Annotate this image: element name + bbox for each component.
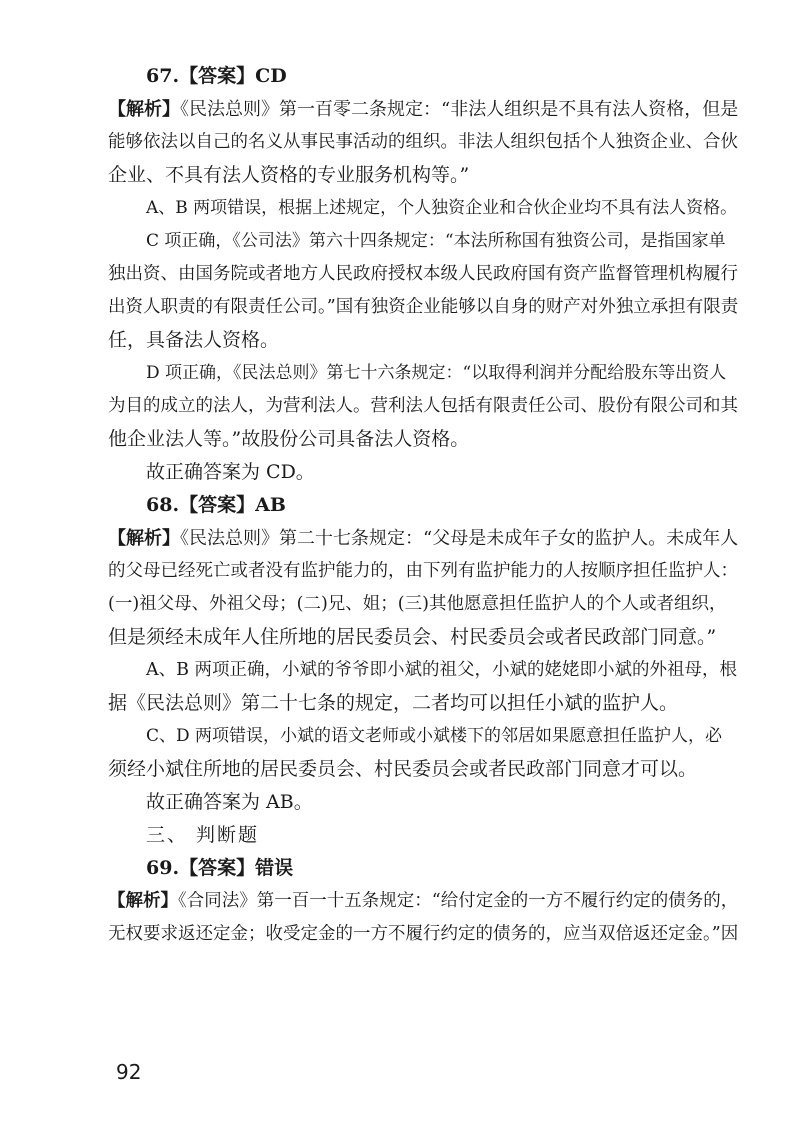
q69-analysis-line: 【解析】《合同法》第一百一十五条规定：“给付定金的一方不履行约定的债务的， — [108, 891, 739, 911]
page-number: 92 — [116, 1060, 142, 1084]
q69-answer-value: 错误 — [255, 857, 294, 879]
q68-analysis-label: 【解析】 — [108, 528, 180, 549]
q67-text-line: C 项正确，《公司法》第六十四条规定：“本法所称国有独资公司，是指国家单 — [146, 231, 726, 251]
section-heading: 三、 判断题 — [146, 824, 260, 846]
q67-number: 67. — [146, 65, 180, 87]
q69-number: 69. — [146, 857, 180, 879]
q67-text-line: 出资人职责的有限责任公司。”国有独资企业能够以自身的财产对外独立承担有限责 — [108, 297, 739, 317]
q69-answer-heading — [108, 852, 738, 885]
q69-analysis-label: 【解析】 — [108, 891, 178, 911]
q67-text-line: 企业、不具有法人资格的专业服务机构等。” — [108, 164, 470, 186]
q68-text-line: (一)祖父母、外祖父母；(二)兄、姐；(三)其他愿意担任监护人的个人或者组织， — [108, 594, 727, 614]
q67-conclusion: 故正确答案为 CD。 — [146, 461, 315, 483]
q67-text-line: 能够依法以自己的名义从事民事活动的组织。非法人组织包括个人独资企业、合伙 — [108, 132, 738, 152]
q69-answer-label: 【答案】 — [179, 857, 256, 879]
q68-text-line: 须经小斌住所地的居民委员会、村民委员会或者民政部门同意才可以。 — [108, 758, 698, 780]
q68-answer-value: AB — [255, 494, 286, 516]
q67-analysis-label: 【解析】 — [108, 99, 180, 120]
q67-text-line: 任，具备法人资格。 — [108, 329, 280, 351]
q68-number: 68. — [146, 494, 180, 516]
q69-text-line: 无权要求返还定金；收受定金的一方不履行约定的债务的，应当双倍返还定金。”因 — [108, 924, 739, 944]
q67-answer-value: CD — [255, 65, 287, 87]
q67-text-line: 独出资、由国务院或者地方人民政府授权本级人民政府国有资产监督管理机构履行 — [108, 264, 738, 284]
q67-text-line: 为目的成立的法人，为营利法人。营利法人包括有限责任公司、股份有限公司和其 — [108, 396, 738, 416]
q67-analysis-line: 【解析】《民法总则》第一百零二条规定：“非法人组织是不具有法人资格，但是 — [108, 99, 739, 120]
q68-text-line: 的父母已经死亡或者没有监护能力的，由下列有监护能力的人按顺序担任监护人： — [108, 561, 738, 581]
q67-answer-label: 【答案】 — [179, 65, 256, 87]
q68-conclusion: 故正确答案为 AB。 — [146, 791, 313, 813]
q68-text-line: C、D 两项错误，小斌的语文老师或小斌楼下的邻居如果愿意担任监护人，必 — [146, 726, 723, 746]
q68-text-line: 据《民法总则》第二十七条的规定，二者均可以担任小斌的监护人。 — [108, 692, 679, 714]
page-content — [108, 60, 738, 951]
q67-text-line: A、B 两项错误，根据上述规定，个人独资企业和合伙企业均不具有法人资格。 — [146, 198, 738, 218]
q68-answer-label: 【答案】 — [179, 494, 256, 516]
q67-text-line: 他企业法人等。”故股份公司具备法人资格。 — [108, 428, 470, 450]
q68-text-line: A、B 两项正确，小斌的爷爷即小斌的祖父，小斌的姥姥即小斌的外祖母，根 — [146, 660, 738, 680]
q68-text-line: 但是须经未成年人住所地的居民委员会、村民委员会或者民政部门同意。” — [108, 626, 717, 648]
q67-answer-heading — [108, 60, 738, 93]
q68-analysis-line: 【解析】《民法总则》第二十七条规定：“父母是未成年子女的监护人。未成年人 — [108, 528, 739, 549]
q67-text-line: D 项正确，《民法总则》第七十六条规定：“以取得利润并分配给股东等出资人 — [146, 363, 727, 383]
q68-answer-heading — [108, 489, 738, 522]
